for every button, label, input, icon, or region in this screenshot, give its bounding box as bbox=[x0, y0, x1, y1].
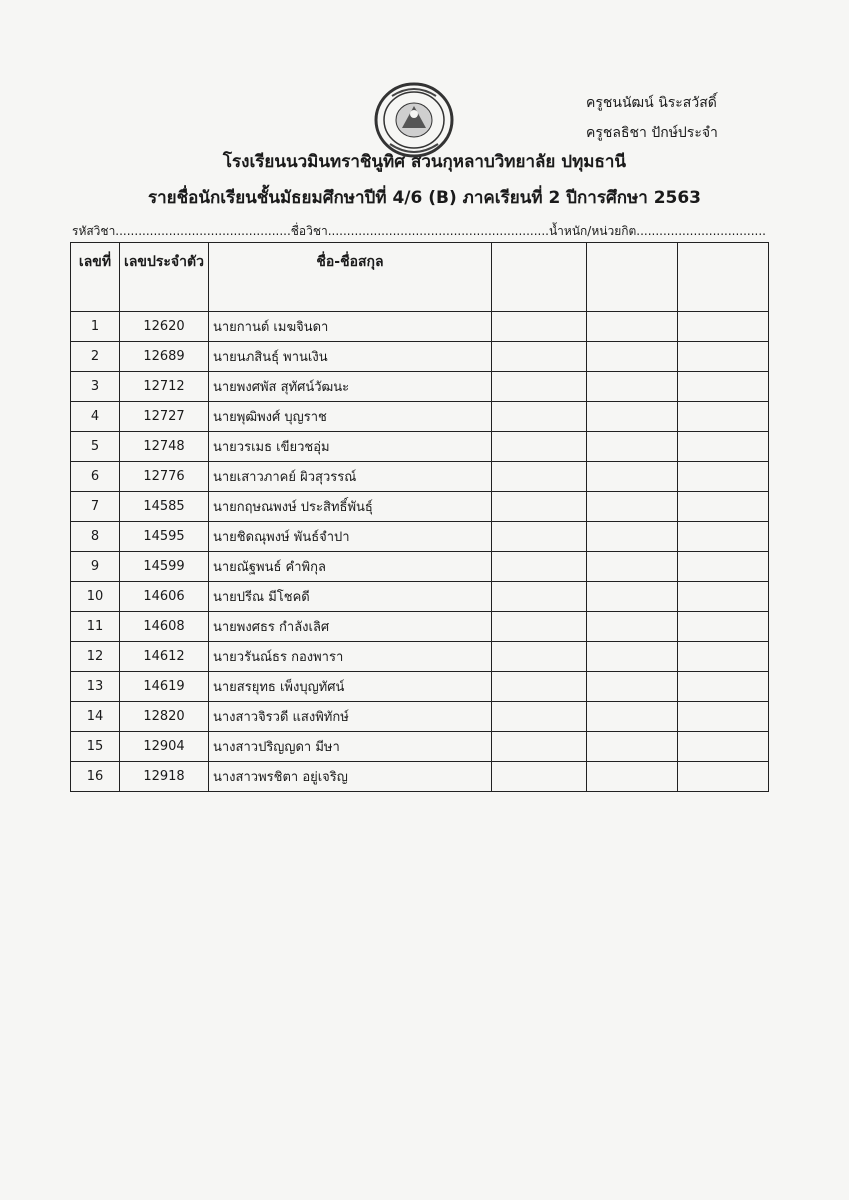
teacher-names bbox=[586, 88, 718, 148]
cell-blank-1 bbox=[492, 492, 587, 522]
table-row bbox=[71, 552, 769, 582]
cell-blank-2 bbox=[587, 372, 678, 402]
cell-full-name: นายพุฒิพงศ์ บุญราช bbox=[209, 402, 492, 432]
cell-blank-1 bbox=[492, 402, 587, 432]
cell-blank-1 bbox=[492, 612, 587, 642]
cell-full-name: นายกฤษณพงษ์ ประสิทธิ์พันธุ์ bbox=[209, 492, 492, 522]
cell-blank-1 bbox=[492, 432, 587, 462]
table-row bbox=[71, 612, 769, 642]
cell-student-id: 12904 bbox=[120, 732, 209, 762]
cell-blank-1 bbox=[492, 462, 587, 492]
header-student-id: เลขประจำตัว bbox=[120, 243, 209, 312]
cell-blank-3 bbox=[678, 462, 769, 492]
cell-blank-3 bbox=[678, 312, 769, 342]
cell-full-name: นายวรันณ์ธร กองพารา bbox=[209, 642, 492, 672]
cell-no: 11 bbox=[71, 612, 120, 642]
cell-no: 12 bbox=[71, 642, 120, 672]
cell-blank-3 bbox=[678, 342, 769, 372]
cell-blank-2 bbox=[587, 702, 678, 732]
cell-blank-1 bbox=[492, 702, 587, 732]
cell-blank-3 bbox=[678, 762, 769, 792]
table-row bbox=[71, 342, 769, 372]
table-row bbox=[71, 762, 769, 792]
cell-blank-3 bbox=[678, 702, 769, 732]
cell-student-id: 14599 bbox=[120, 552, 209, 582]
cell-blank-2 bbox=[587, 642, 678, 672]
table-row bbox=[71, 702, 769, 732]
cell-blank-3 bbox=[678, 672, 769, 702]
cell-full-name: นายกานต์ เมฆจินดา bbox=[209, 312, 492, 342]
cell-full-name: นายเสาวภาคย์ ผิวสุวรรณ์ bbox=[209, 462, 492, 492]
cell-blank-2 bbox=[587, 762, 678, 792]
cell-blank-2 bbox=[587, 462, 678, 492]
table-row bbox=[71, 582, 769, 612]
cell-no: 3 bbox=[71, 372, 120, 402]
table-row bbox=[71, 402, 769, 432]
cell-full-name: นายวรเมธ เขียวชอุ่ม bbox=[209, 432, 492, 462]
header-blank-3 bbox=[678, 243, 769, 312]
cell-no: 1 bbox=[71, 312, 120, 342]
cell-blank-1 bbox=[492, 312, 587, 342]
cell-no: 13 bbox=[71, 672, 120, 702]
cell-blank-3 bbox=[678, 372, 769, 402]
cell-blank-3 bbox=[678, 642, 769, 672]
cell-student-id: 12712 bbox=[120, 372, 209, 402]
table-row bbox=[71, 492, 769, 522]
cell-blank-2 bbox=[587, 492, 678, 522]
cell-no: 5 bbox=[71, 432, 120, 462]
cell-blank-2 bbox=[587, 522, 678, 552]
cell-blank-3 bbox=[678, 612, 769, 642]
cell-no: 6 bbox=[71, 462, 120, 492]
cell-no: 9 bbox=[71, 552, 120, 582]
cell-student-id: 12918 bbox=[120, 762, 209, 792]
cell-blank-1 bbox=[492, 732, 587, 762]
cell-no: 15 bbox=[71, 732, 120, 762]
cell-student-id: 14595 bbox=[120, 522, 209, 552]
table-row bbox=[71, 312, 769, 342]
teacher-2: ครูชลธิชา ปักษ์ประจำ bbox=[586, 125, 718, 141]
cell-blank-3 bbox=[678, 402, 769, 432]
cell-full-name: นางสาวจิรวดี แสงพิทักษ์ bbox=[209, 702, 492, 732]
cell-full-name: นายพงศธร กำลังเลิศ bbox=[209, 612, 492, 642]
course-meta-line: รหัสวิชา..............................................ชื่อวิชา..........................................................น้ำหนัก/หน่วยกิต.................................. bbox=[72, 224, 766, 238]
cell-blank-2 bbox=[587, 582, 678, 612]
cell-full-name: นายนภสินธุ์ พานเงิน bbox=[209, 342, 492, 372]
cell-full-name: นางสาวพรชิตา อยู่เจริญ bbox=[209, 762, 492, 792]
cell-full-name: นายสรยุทธ เพ็งบุญทัศน์ bbox=[209, 672, 492, 702]
cell-student-id: 12776 bbox=[120, 462, 209, 492]
student-roster-table bbox=[70, 242, 769, 792]
table-row bbox=[71, 432, 769, 462]
cell-blank-3 bbox=[678, 432, 769, 462]
cell-blank-2 bbox=[587, 552, 678, 582]
header-blank-2 bbox=[587, 243, 678, 312]
cell-student-id: 12727 bbox=[120, 402, 209, 432]
cell-blank-1 bbox=[492, 762, 587, 792]
cell-blank-3 bbox=[678, 732, 769, 762]
cell-no: 10 bbox=[71, 582, 120, 612]
cell-no: 8 bbox=[71, 522, 120, 552]
school-name: โรงเรียนนวมินทราชินูทิศ สวนกุหลาบวิทยาลัย ปทุมธานี bbox=[222, 152, 627, 172]
cell-student-id: 12689 bbox=[120, 342, 209, 372]
cell-blank-1 bbox=[492, 342, 587, 372]
cell-blank-2 bbox=[587, 402, 678, 432]
cell-blank-1 bbox=[492, 522, 587, 552]
cell-blank-1 bbox=[492, 372, 587, 402]
cell-student-id: 14606 bbox=[120, 582, 209, 612]
cell-blank-2 bbox=[587, 312, 678, 342]
cell-student-id: 14608 bbox=[120, 612, 209, 642]
cell-student-id: 14612 bbox=[120, 642, 209, 672]
table-row bbox=[71, 462, 769, 492]
cell-full-name: นายปรีณ มีโชคดี bbox=[209, 582, 492, 612]
cell-blank-2 bbox=[587, 612, 678, 642]
cell-full-name: นางสาวปริญญดา มีษา bbox=[209, 732, 492, 762]
cell-student-id: 12820 bbox=[120, 702, 209, 732]
cell-blank-3 bbox=[678, 522, 769, 552]
roster-body bbox=[71, 312, 769, 792]
table-row bbox=[71, 372, 769, 402]
cell-blank-2 bbox=[587, 432, 678, 462]
cell-full-name: นายชิดณุพงษ์ พันธ์จำปา bbox=[209, 522, 492, 552]
cell-blank-1 bbox=[492, 642, 587, 672]
cell-blank-1 bbox=[492, 672, 587, 702]
cell-student-id: 14585 bbox=[120, 492, 209, 522]
cell-blank-3 bbox=[678, 492, 769, 522]
cell-no: 2 bbox=[71, 342, 120, 372]
cell-no: 16 bbox=[71, 762, 120, 792]
cell-student-id: 14619 bbox=[120, 672, 209, 702]
cell-blank-1 bbox=[492, 582, 587, 612]
header-blank-1 bbox=[492, 243, 587, 312]
table-row bbox=[71, 642, 769, 672]
cell-student-id: 12620 bbox=[120, 312, 209, 342]
header-full-name: ชื่อ-ชื่อสกุล bbox=[209, 243, 492, 312]
cell-blank-2 bbox=[587, 672, 678, 702]
teacher-1: ครูชนนัฒน์ นิระสวัสดิ์ bbox=[586, 95, 717, 111]
cell-blank-2 bbox=[587, 342, 678, 372]
cell-blank-3 bbox=[678, 552, 769, 582]
cell-student-id: 12748 bbox=[120, 432, 209, 462]
cell-blank-2 bbox=[587, 732, 678, 762]
cell-no: 14 bbox=[71, 702, 120, 732]
cell-blank-3 bbox=[678, 582, 769, 612]
cell-full-name: นายพงศพัส สุทัศน์วัฒนะ bbox=[209, 372, 492, 402]
table-header-row bbox=[71, 243, 769, 312]
list-title: รายชื่อนักเรียนชั้นมัธยมศึกษาปีที่ 4/6 (B) ภาคเรียนที่ 2 ปีการศึกษา 2563 bbox=[147, 188, 702, 208]
header-no: เลขที่ bbox=[71, 243, 120, 312]
table-row bbox=[71, 732, 769, 762]
table-row bbox=[71, 522, 769, 552]
cell-blank-1 bbox=[492, 552, 587, 582]
cell-no: 7 bbox=[71, 492, 120, 522]
table-row bbox=[71, 672, 769, 702]
cell-no: 4 bbox=[71, 402, 120, 432]
cell-full-name: นายณัฐพนธ์ คำพิกุล bbox=[209, 552, 492, 582]
